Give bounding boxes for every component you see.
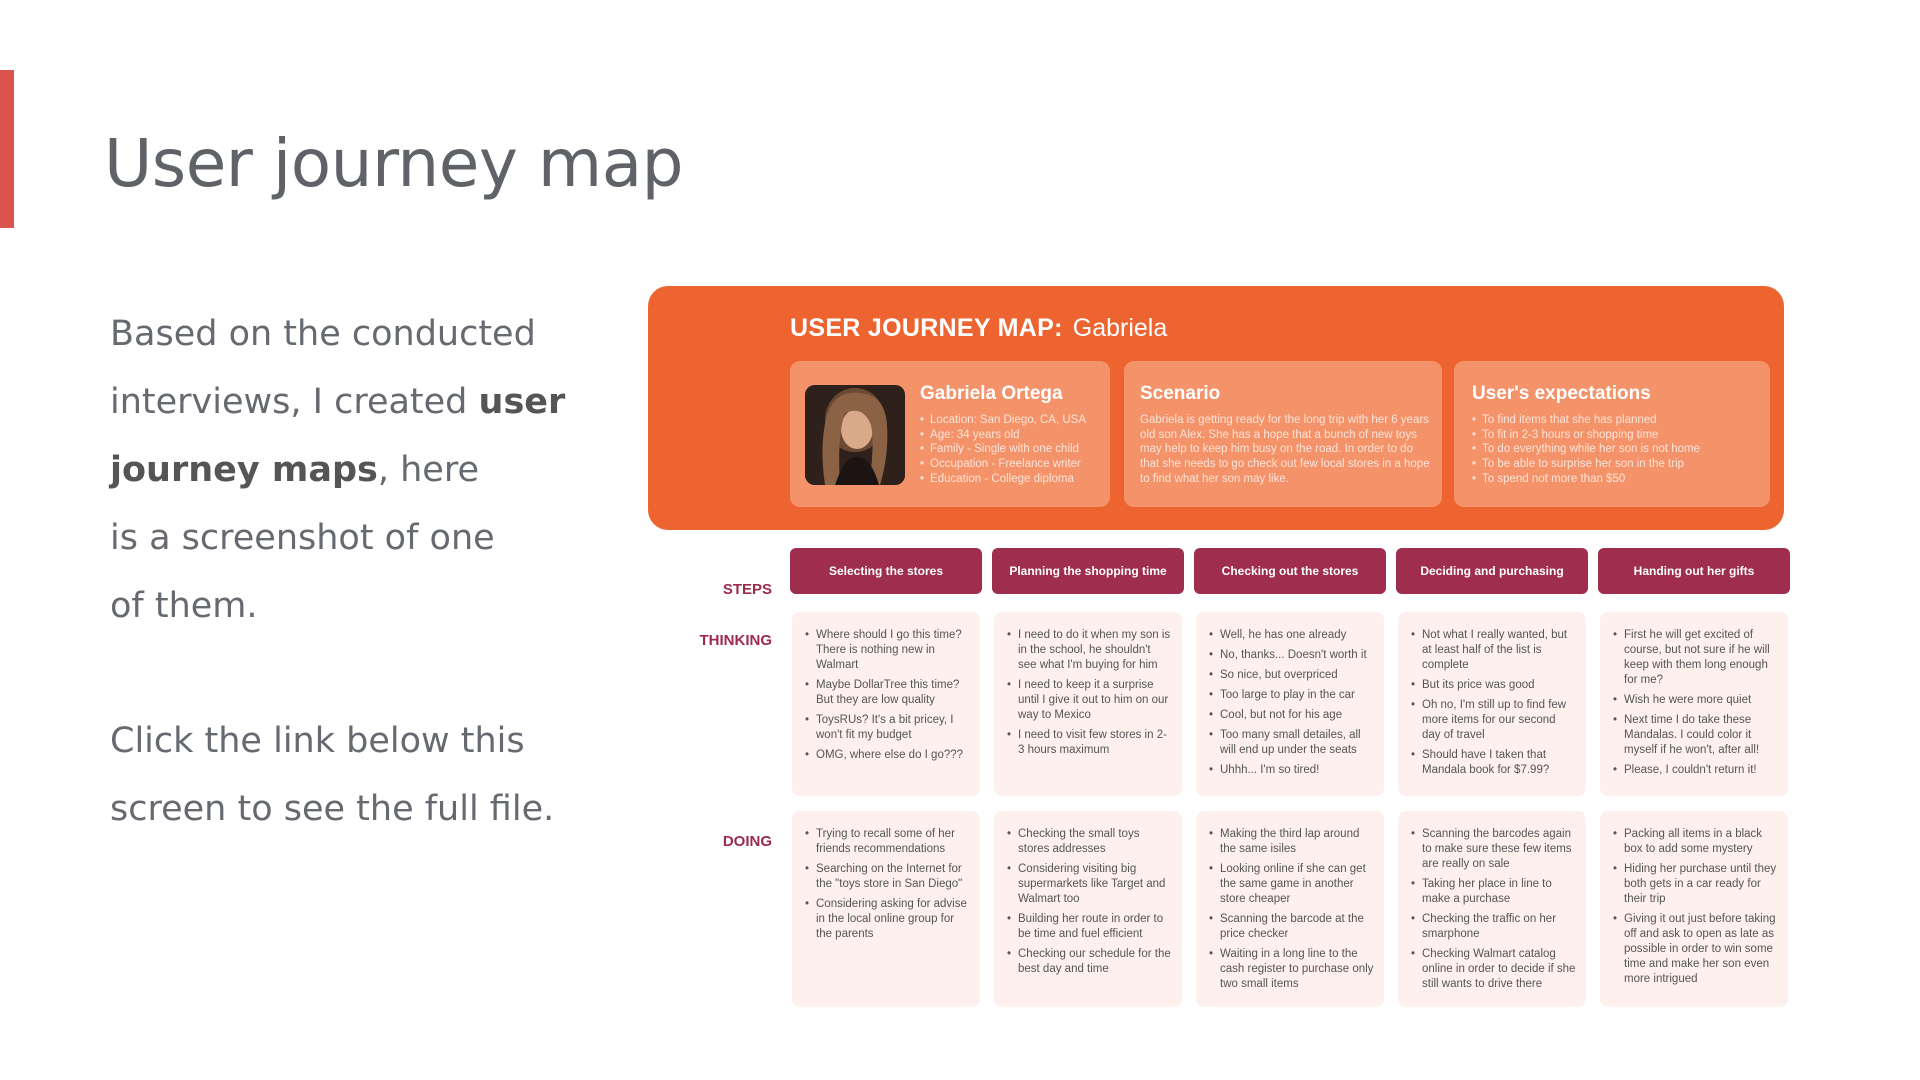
expectation-item: • To spend not more than $50 [1472, 472, 1700, 487]
persona-detail: • Location: San Diego, CA, USA [920, 413, 1086, 428]
intro-line [110, 436, 590, 504]
step-header: Handing out her gifts [1598, 548, 1790, 594]
scenario-heading: Scenario [1140, 383, 1221, 404]
thinking-item: • Next time I do take these Mandalas. I could color it myself if he won't, after all! [1610, 713, 1778, 758]
intro-line [110, 368, 590, 436]
persona-details [920, 413, 1086, 487]
page-title: User journey map [104, 125, 684, 202]
step-header: Deciding and purchasing [1396, 548, 1588, 594]
doing-item: • Searching on the Internet for the "toys store in San Diego" [802, 862, 970, 892]
thinking-item: • So nice, but overpriced [1206, 668, 1374, 683]
doing-list [1408, 827, 1576, 992]
doing-item: • Scanning the barcodes again to make sure these few items are really on sale [1408, 827, 1576, 872]
doing-item: • Taking her place in line to make a purchase [1408, 877, 1576, 907]
doing-cell [792, 811, 980, 1007]
thinking-item: • Oh no, I'm still up to find few more items for our second day of travel [1408, 698, 1576, 743]
intro-line: Based on the conducted [110, 314, 536, 354]
thinking-item: • I need to keep it a surprise until I give it out to him on our way to Mexico [1004, 678, 1172, 723]
thinking-item: • ToysRUs? It's a bit pricey, I won't fit my budget [802, 713, 970, 743]
doing-item: • Waiting in a long line to the cash register to purchase only two small items [1206, 947, 1374, 992]
thinking-item: • Should have I taken that Mandala book for $7.99? [1408, 748, 1576, 778]
journey-map-title [790, 314, 1167, 343]
expectation-item: • To do everything while her son is not home [1472, 442, 1700, 457]
thinking-item: • OMG, where else do I go??? [802, 748, 970, 763]
thinking-item: • Maybe DollarTree this time? But they are low quality [802, 678, 970, 708]
thinking-cell [792, 612, 980, 796]
intro-line: Click the link below this [110, 721, 525, 761]
intro-line: is a screenshot of one [110, 518, 495, 558]
thinking-list [1408, 628, 1576, 778]
doing-item: • Giving it out just before taking off and ask to open as late as possible in order to win some time and make her son even more intrigued [1610, 912, 1778, 987]
journey-map-header [648, 286, 1784, 530]
step-header: Checking out the stores [1194, 548, 1386, 594]
row-label-doing: DOING [722, 833, 772, 850]
doing-cell [994, 811, 1182, 1007]
step-header: Selecting the stores [790, 548, 982, 594]
doing-item: • Looking online if she can get the same game in another store cheaper [1206, 862, 1374, 907]
thinking-list [1004, 628, 1172, 758]
doing-item: • Hiding her purchase until they both gets in a car ready for their trip [1610, 862, 1778, 907]
doing-list [1004, 827, 1172, 977]
thinking-list [802, 628, 970, 763]
doing-cell [1600, 811, 1788, 1007]
accent-bar [0, 70, 14, 228]
thinking-cell [994, 612, 1182, 796]
doing-cell [1398, 811, 1586, 1007]
doing-item: • Checking our schedule for the best day and time [1004, 947, 1172, 977]
doing-item: • Considering asking for advise in the local online group for the parents [802, 897, 970, 942]
thinking-item: • Too large to play in the car [1206, 688, 1374, 703]
step-header: Planning the shopping time [992, 548, 1184, 594]
scenario-text: Gabriela is getting ready for the long trip with her 6 years old son Alex. She has a hope that a bunch of new toys may help to keep him busy on the road. In order to do that she needs to go check out few local stores in a hope to find what her son may like. [1140, 414, 1430, 485]
journey-map-title-label: USER JOURNEY MAP: [790, 314, 1063, 342]
thinking-cell [1398, 612, 1586, 796]
persona-detail: • Education - College diploma [920, 472, 1086, 487]
expectations-list [1472, 413, 1700, 487]
thinking-item: • Uhhh... I'm so tired! [1206, 763, 1374, 778]
persona-card [790, 361, 1110, 507]
intro-text [110, 300, 590, 843]
thinking-list [1610, 628, 1778, 778]
thinking-item: • Well, he has one already [1206, 628, 1374, 643]
thinking-item: • Where should I go this time? There is nothing new in Walmart [802, 628, 970, 673]
thinking-item: • Cool, but not for his age [1206, 708, 1374, 723]
doing-list [1610, 827, 1778, 987]
thinking-item: • Too many small detailes, all will end up under the seats [1206, 728, 1374, 758]
thinking-item: • But its price was good [1408, 678, 1576, 693]
doing-item: • Building her route in order to be time and fuel efficient [1004, 912, 1172, 942]
doing-item: • Scanning the barcode at the price checker [1206, 912, 1374, 942]
intro-line: of them. [110, 586, 258, 626]
doing-item: • Packing all items in a black box to add some mystery [1610, 827, 1778, 857]
thinking-list [1206, 628, 1374, 778]
persona-detail: • Age: 34 years old [920, 428, 1086, 443]
thinking-cell [1196, 612, 1384, 796]
journey-map-user-name: Gabriela [1072, 314, 1168, 342]
thinking-cell [1600, 612, 1788, 796]
intro-bold-fragment: user [478, 382, 566, 422]
doing-item: • Considering visiting big supermarkets like Target and Walmart too [1004, 862, 1172, 907]
thinking-item: • First he will get excited of course, but not sure if he will keep with them long enough for me? [1610, 628, 1778, 688]
thinking-item: • Wish he were more quiet [1610, 693, 1778, 708]
doing-list [1206, 827, 1374, 992]
thinking-item: • I need to do it when my son is in the school, he shouldn't see what I'm buying for him [1004, 628, 1172, 673]
scenario-card [1124, 361, 1442, 507]
doing-item: • Making the third lap around the same isiles [1206, 827, 1374, 857]
intro-fragment: interviews, I created [110, 382, 479, 422]
persona-photo [805, 385, 905, 485]
doing-item: • Checking the small toys stores addresses [1004, 827, 1172, 857]
doing-item: • Checking Walmart catalog online in order to decide if she still wants to drive there [1408, 947, 1576, 992]
persona-name: Gabriela Ortega [920, 383, 1063, 404]
expectations-card [1454, 361, 1770, 507]
expectation-item: • To fit in 2-3 hours or shopping time [1472, 428, 1700, 443]
row-label-steps: STEPS [722, 581, 772, 598]
persona-detail: • Occupation - Freelance writer [920, 457, 1086, 472]
intro-line: screen to see the full file. [110, 789, 555, 829]
expectation-item: • To be able to surprise her son in the trip [1472, 457, 1700, 472]
thinking-item: • No, thanks... Doesn't worth it [1206, 648, 1374, 663]
thinking-item: • Not what I really wanted, but at least half of the list is complete [1408, 628, 1576, 673]
persona-detail: • Family - Single with one child [920, 442, 1086, 457]
doing-cell [1196, 811, 1384, 1007]
intro-spacer [110, 640, 590, 707]
thinking-item: • Please, I couldn't return it! [1610, 763, 1778, 778]
row-label-thinking: THINKING [699, 632, 772, 649]
expectation-item: • To find items that she has planned [1472, 413, 1700, 428]
doing-item: • Trying to recall some of her friends recommendations [802, 827, 970, 857]
doing-list [802, 827, 970, 942]
expectations-heading: User's expectations [1472, 383, 1651, 404]
doing-item: • Checking the traffic on her smarphone [1408, 912, 1576, 942]
intro-bold-fragment: journey maps [110, 450, 378, 490]
intro-fragment: , here [377, 450, 479, 490]
thinking-item: • I need to visit few stores in 2-3 hours maximum [1004, 728, 1172, 758]
